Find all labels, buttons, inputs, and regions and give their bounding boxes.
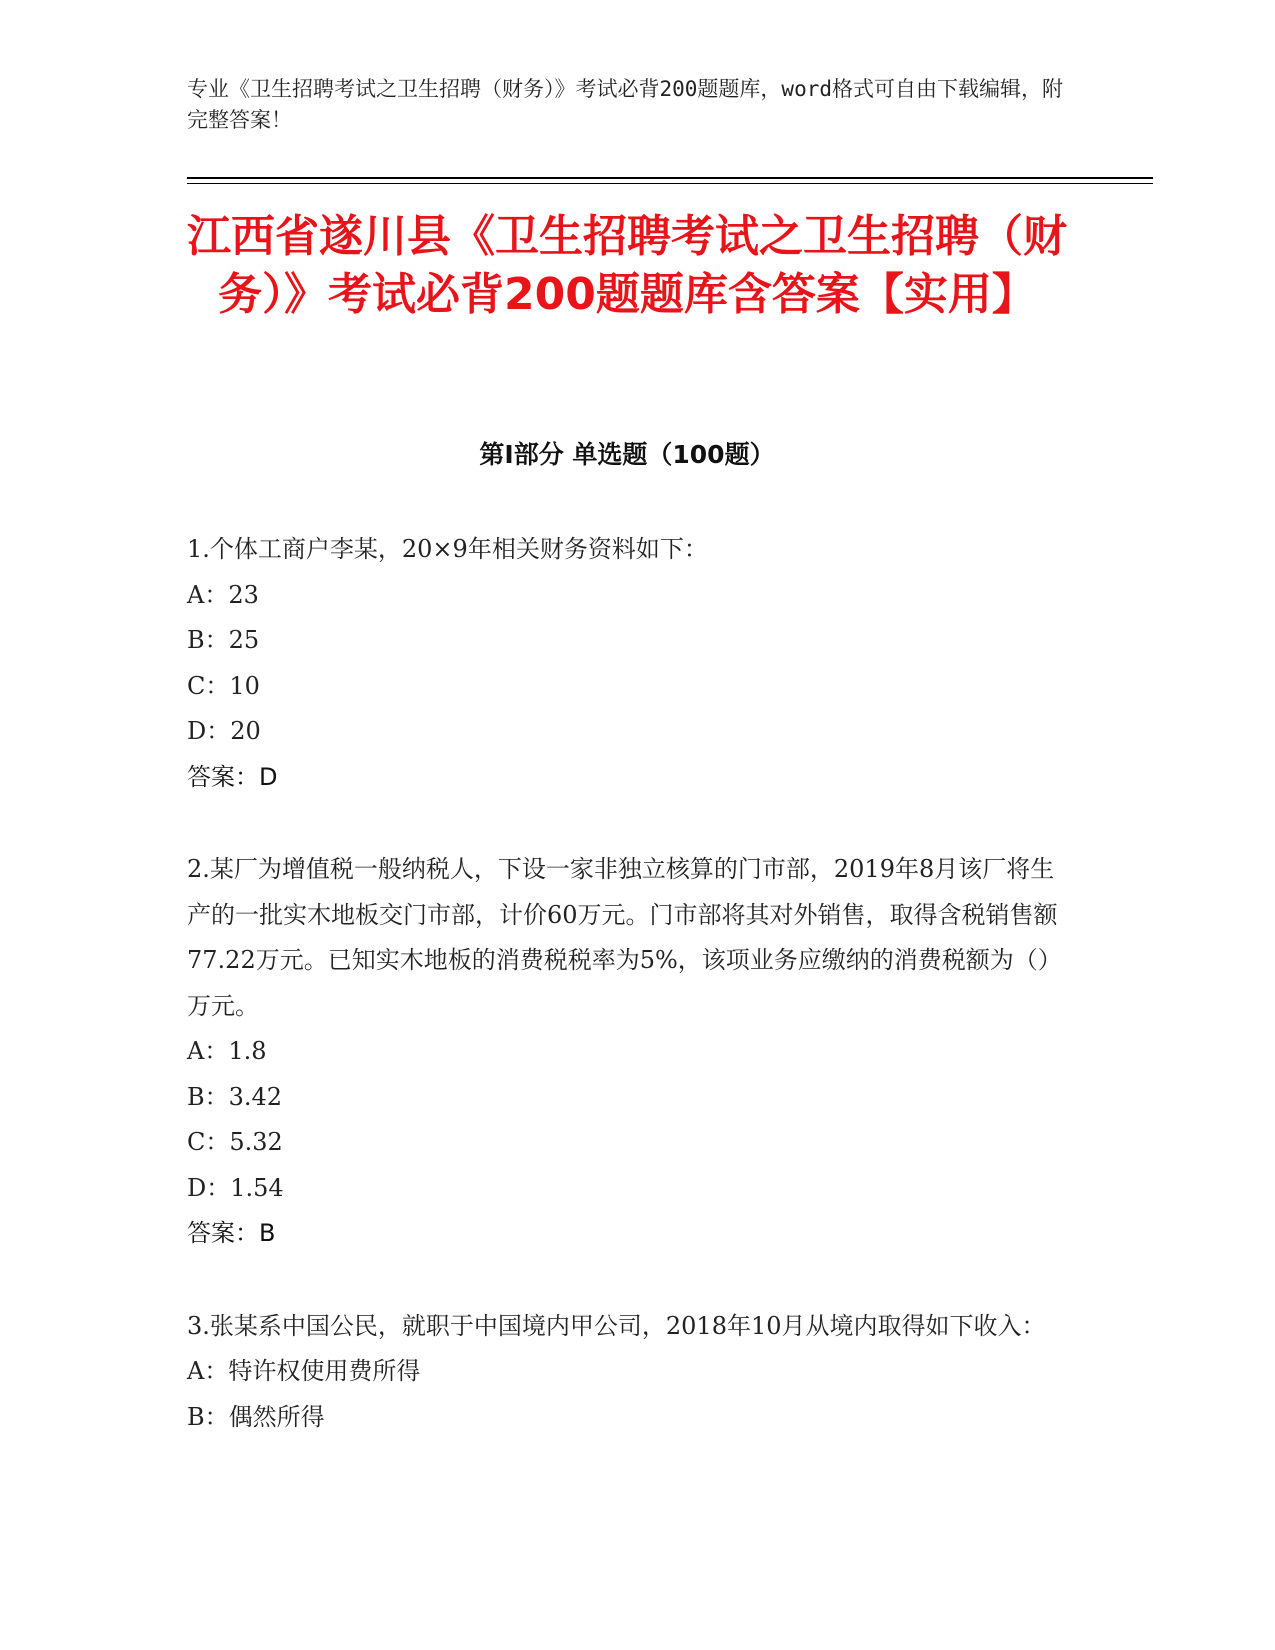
question-2 [187, 847, 1077, 1257]
option-b: B：偶然所得 [187, 1402, 325, 1431]
answer-line: 答案：B [187, 1219, 276, 1247]
question-list [187, 527, 1077, 1487]
option-a: A：特许权使用费所得 [187, 1357, 421, 1385]
section-title: 第I部分 单选题（100题） [479, 440, 775, 469]
option-c: C：10 [187, 671, 260, 700]
question-stem: 2.某厂为增值税一般纳税人，下设一家非独立核算的门市部，2019年8月该厂将生产的一批实木地板交门市部，计价60万元。门市部将其对外销售，取得含税销售额77.22万元。已知实木地板的消费税税率为5%，该项业务应缴纳的消费税额为（）万元。 [187, 855, 1062, 1020]
option-d: D：1.54 [187, 1173, 284, 1202]
header-rule-thick [187, 177, 1153, 179]
question-stem: 1.个体工商户李某，20×9年相关财务资料如下： [187, 535, 708, 563]
option-a: A：23 [187, 580, 259, 609]
answer-line: 答案：D [187, 762, 278, 791]
option-c: C：5.32 [187, 1128, 283, 1156]
question-stem: 3.张某系中国公民，就职于中国境内甲公司，2018年10月从境内取得如下收入： [187, 1311, 1046, 1340]
option-b: B：3.42 [187, 1082, 283, 1111]
option-a: A：1.8 [187, 1037, 267, 1065]
header-rule-thin [187, 183, 1153, 184]
document-title: 江西省遂川县《卫生招聘考试之卫生招聘（财务）》考试必背200题题库含答案【实用】 [187, 211, 1067, 320]
question-3 [187, 1304, 1077, 1441]
question-1 [187, 527, 1077, 800]
header-note: 专业《卫生招聘考试之卫生招聘（财务）》考试必背200题题库，word格式可自由下载编辑，附完整答案！ [187, 77, 1063, 132]
option-b: B：25 [187, 626, 260, 654]
option-d: D：20 [187, 717, 261, 745]
